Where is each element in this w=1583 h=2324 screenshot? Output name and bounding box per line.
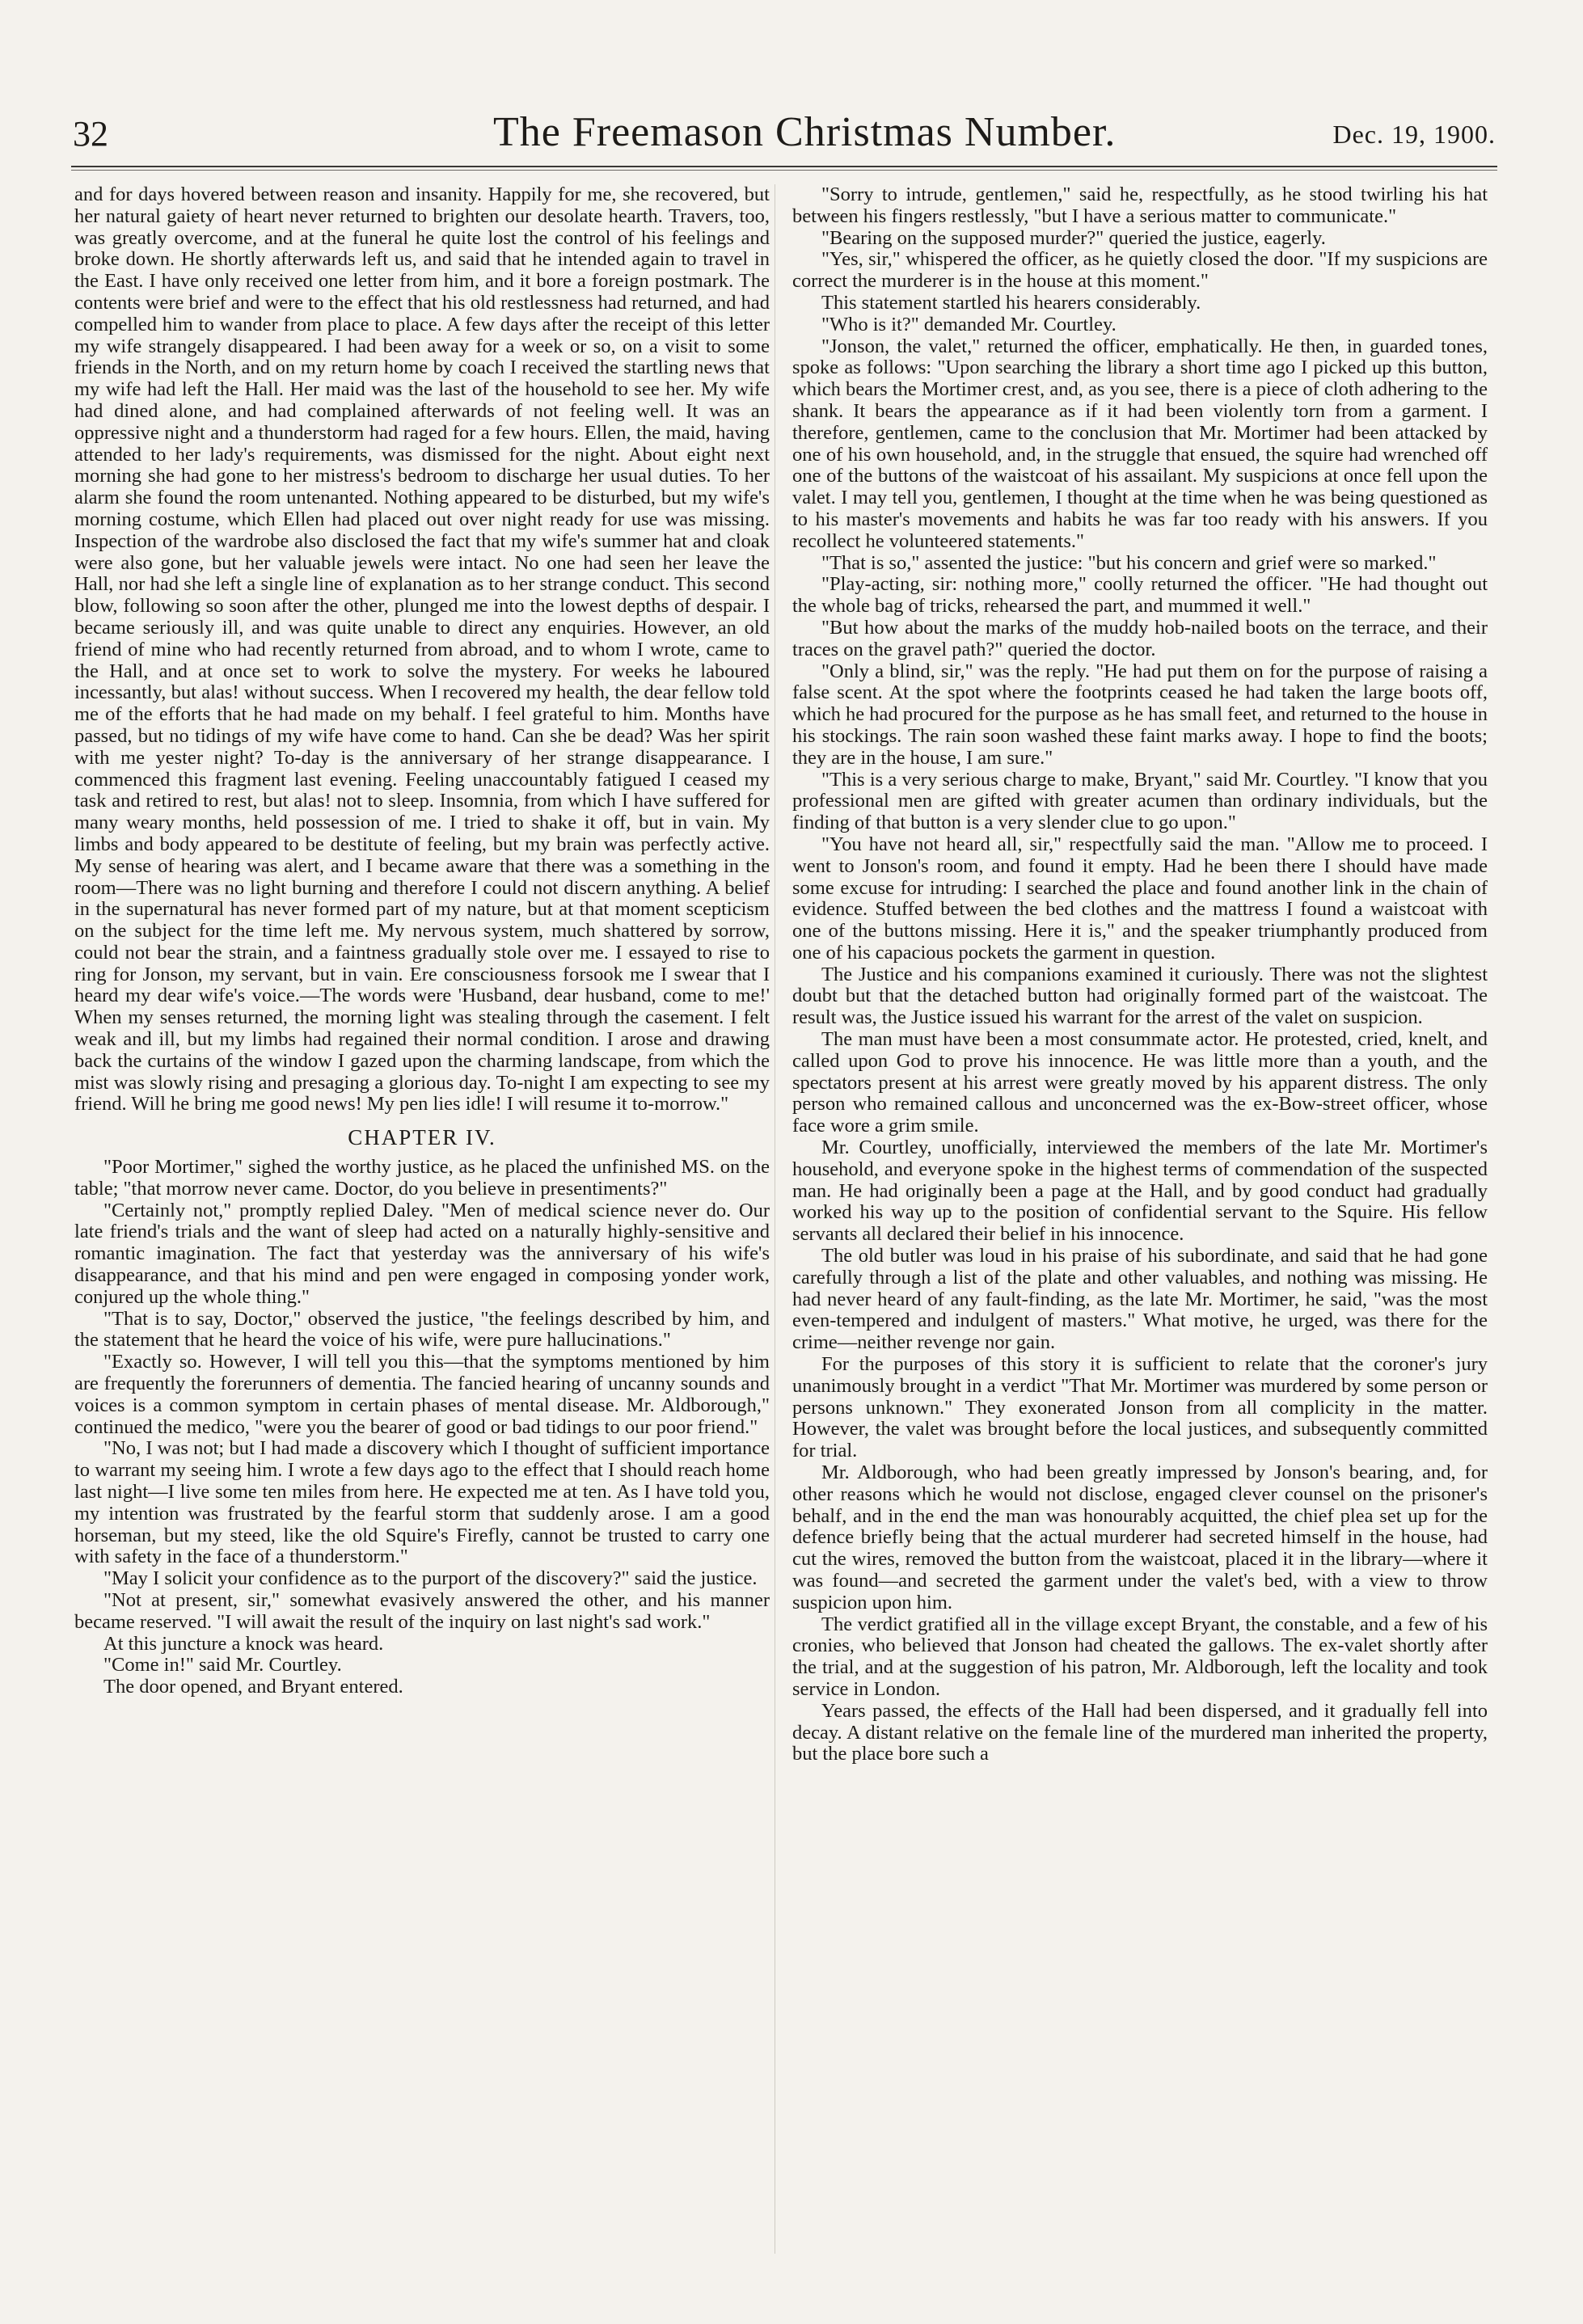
paragraph: The verdict gratified all in the village except Bryant, the constable, and a few of his cronies, who believed that Jonson had cheated the gallows. The ex-valet shortly after the trial, and at the suggestion of his patron, Mr. Aldborough, left the locality and took service in London.: [792, 1613, 1488, 1700]
chapter-heading: CHAPTER IV.: [348, 1125, 496, 1150]
paragraph: "Only a blind, sir," was the reply. "He had put them on for the purpose of raising a false scent. At the spot where the footprints ceased he had taken the large boots off, which he had procured for the purpose as he has small feet, and returned to the house in his stockings. The rain soon washed these faint marks away. I hope to find the boots; they are in the house, I am sure.": [792, 660, 1488, 769]
paragraph: The man must have been a most consummate actor. He protested, cried, knelt, and called upon God to prove his innocence. He was little more than a youth, and the spectators present at his arrest were greatly moved by his apparent distress. The only person who remained callous and unconcerned was the ex-Bow-street officer, whose face wore a grim smile.: [792, 1028, 1488, 1137]
paragraph: "Play-acting, sir: nothing more," coolly returned the officer. "He had thought out the whole bag of tricks, rehearsed the part, and mummed it well.": [792, 573, 1488, 618]
paragraph: "May I solicit your confidence as to the purport of the discovery?" said the justice.: [103, 1567, 758, 1590]
header-rule: [71, 166, 1497, 167]
paragraph: "But how about the marks of the muddy hob-nailed boots on the terrace, and their traces on the gravel path?" queried the doctor.: [792, 616, 1488, 660]
paragraph: The door opened, and Bryant entered.: [103, 1676, 403, 1698]
paragraph: "Certainly not," promptly replied Daley. "Men of medical science never do. Our late friend's trials and the want of sleep had acted on a naturally highly-sensitive and romantic imagination. The fact that yesterday was the anniversary of his wife's disappearance, and that his mind and pen were engaged in composing yonder work, conjured up the whole thing.": [74, 1199, 770, 1308]
paragraph: Mr. Courtley, unofficially, interviewed the members of the late Mr. Mortimer's household, and everyone spoke in the highest terms of commendation of the suspected man. He had originally been a page at the Hall, and by good conduct had gradually worked his way up to the position of confidential servant to the Squire. His fellow servants all declared their belief in his innocence.: [792, 1137, 1488, 1246]
paragraph: The old butler was loud in his praise of his subordinate, and said that he had gone carefully through a list of the plate and other valuables, and nothing was missing. He had never heard of any fault-finding, as the late Mr. Mortimer, he said, "was the most even-tempered and indulgent of masters." What motive, he urged, was there for the crime—neither revenge nor gain.: [792, 1245, 1488, 1354]
paragraph: For the purposes of this story it is sufficient to relate that the coroner's jury unanimously brought in a verdict "That Mr. Mortimer was murdered by some person or persons unknown." They exonerated Jonson from all complicity in the matter. However, the valet was brought before the local justices, and subsequently committed for trial.: [792, 1353, 1488, 1462]
paragraph: "Exactly so. However, I will tell you this—that the symptoms mentioned by him are frequently the forerunners of dementia. The fancied hearing of uncanny sounds and voices is a common symptom in certain phases of mental disease. Mr. Aldborough," continued the medico, "were you the bearer of good or bad tidings to our poor friend.": [74, 1351, 770, 1438]
paragraph: "You have not heard all, sir," respectfully said the man. "Allow me to proceed. I went to Jonson's room, and found it empty. Had he been there I should have made some excuse for intruding: I searched the place and found another link in the chain of evidence. Stuffed between the bed clothes and the mattress I found a waistcoat with one of the buttons missing. Here it is," and the speaker triumphantly produced from one of his capacious pockets the garment in question.: [792, 833, 1488, 964]
paragraph: The Justice and his companions examined it curiously. There was not the slightest doubt but that the detached button had originally formed part of the waistcoat. The result was, the Justice issued his warrant for the arrest of the valet on suspicion.: [792, 963, 1488, 1029]
paragraph: Years passed, the effects of the Hall had been dispersed, and it gradually fell into decay. A distant relative on the female line of the murdered man inherited the property, but the place bore such a: [792, 1699, 1488, 1765]
paragraph: Mr. Aldborough, who had been greatly impressed by Jonson's bearing, and, for other reasons which he would not disclose, engaged clever counsel on the prisoner's behalf, and in the end the man was honourably acquitted, the chief plea set up for the defence briefly being that the actual murderer had secreted himself in the house, had cut the wires, removed the button from the waistcoat, placed it in the library—where it was found—and secreted the garment under the valet's bed, with a view to throw suspicion upon him.: [792, 1461, 1488, 1613]
header-rule-thin: [71, 170, 1497, 171]
publication-title: The Freemason Christmas Number.: [493, 109, 1117, 155]
paragraph: "That is to say, Doctor," observed the justice, "the feelings described by him, and the statement that he heard the voice of his wife, were pure hallucinations.": [74, 1307, 770, 1352]
paragraph: "Yes, sir," whispered the officer, as he quietly closed the door. "If my suspicions are correct the murderer is in the house at this moment.": [792, 248, 1488, 293]
paragraph: At this juncture a knock was heard.: [103, 1632, 384, 1655]
paragraph: "Not at present, sir," somewhat evasively answered the other, and his manner became reserved. "I will await the result of the inquiry on last night's sad work.": [74, 1589, 770, 1633]
paragraph: This statement startled his hearers considerably.: [821, 291, 1201, 314]
paragraph: "Bearing on the supposed murder?" queried the justice, eagerly.: [821, 226, 1326, 249]
paragraph: "This is a very serious charge to make, Bryant," said Mr. Courtley. "I know that you professional men are gifted with greater acumen than ordinary individuals, but the finding of that button is a very slender clue to go upon.": [792, 768, 1488, 834]
issue-date: Dec. 19, 1900.: [1332, 120, 1496, 149]
page-number: 32: [73, 114, 108, 154]
paragraph: "Who is it?" demanded Mr. Courtley.: [821, 313, 1117, 335]
paragraph: "Poor Mortimer," sighed the worthy justice, as he placed the unfinished MS. on the table; "that morrow never came. Doctor, do you believe in presentiments?": [74, 1156, 770, 1200]
left-column: [74, 184, 770, 1698]
page-header: [73, 109, 1496, 170]
paragraph: "Jonson, the valet," returned the officer, emphatically. He then, in guarded tones, spoke as follows: "Upon searching the library a short time ago I picked up this button, which bears the Mortimer crest, and, as you see, there is a piece of cloth adhering to the shank. It bears the appearance as if it had been violently torn from a garment. I therefore, gentlemen, came to the conclusion that Mr. Mortimer had been attacked by one of his own household, and, in the struggle that ensued, the squire had wrenched off one of the buttons of the waistcoat of his assailant. My suspicions at once fell upon the valet. I may tell you, gentlemen, I thought at the time when he was being questioned as to his master's movements and habits he was far too ready with his answers. If you recollect he volunteered statements.": [792, 335, 1488, 552]
paragraph: "No, I was not; but I had made a discovery which I thought of sufficient importance to warrant my seeing him. I wrote a few days ago to the effect that I should reach home last night—I live some ten miles from here. He expected me at ten. As I have told you, my intention was frustrated by the fearful storm that suddenly arose. I am a good horseman, but my steed, like the old Squire's Firefly, cannot be trusted to carry one with safety in the face of a thunderstorm.": [74, 1437, 770, 1568]
paragraph: and for days hovered between reason and insanity. Happily for me, she recovered, but her natural gaiety of heart never returned to brighten our desolate hearth. Travers, too, was greatly overcome, and at the funeral he quite lost the control of his feelings and broke down. He shortly afterwards left us, and said that he intended again to travel in the East. I have only received one letter from him, and it bore a foreign postmark. The contents were brief and were to the effect that his old restlessness had returned, and had compelled him to wander from place to place. A few days after the receipt of this letter my wife strangely disappeared. I had been away for a week or so, on a visit to some friends in the North, and on my return home by coach I received the startling news that my wife had left the Hall. Her maid was the last of the household to see her. My wife had dined alone, and had complained afterwards of not feeling well. It was an oppressive night and a thunderstorm had raged for a few hours. Ellen, the maid, having attended to her lady's requirements, was dismissed for the night. About eight next morning she had gone to her mistress's bedroom to discharge her usual duties. To her alarm she found the room untenanted. Nothing appeared to be disturbed, but my wife's morning costume, which Ellen had placed out over night ready for use was missing. Inspection of the wardrobe also disclosed the fact that my wife's summer hat and cloak were also gone, but her valuable jewels were intact. No one had seen her leave the Hall, nor had she left a single line of explanation as to her strange conduct. This second blow, following so soon after the other, plunged me into the lowest depths of despair. I became seriously ill, and was quite unable to direct any enquiries. However, an old friend of mine who had recently returned from abroad, and to whom I wrote, came to the Hall, and at once set to work to solve the mystery. For weeks he laboured incessantly, but alas! without success. When I recovered my health, the dear fellow told me of the efforts that he had made on my behalf. I feel grateful to him. Months have passed, but no tidings of my wife have come to hand. Can she be dead? Was her spirit with me yester night? To-day is the anniversary of her strange disappearance. I commenced this fragment last evening. Feeling unaccountably fatigued I ceased my task and retired to rest, but alas! not to sleep. Insomnia, from which I have suffered for many weary months, held possession of me. I tried to shake it off, but in vain. My limbs and body appeared to be destitute of feeling, but my brain was perfectly active. My sense of hearing was alert, and I became aware that there was a something in the room—There was no light burning and therefore I could not discern anything. A belief in the supernatural has never formed part of my nature, but at that moment scepticism on the subject for the time left me. My nervous system, much shattered by sorrow, could not bear the strain, and a faintness gradually stole over me. I essayed to rise to ring for Jonson, my servant, but in vain. Ere consciousness forsook me I swear that I heard my dear wife's voice.—The words were 'Husband, dear husband, come to me!' When my senses returned, the morning light was stealing through the casement. I felt weak and ill, but my limbs had regained their normal condition. I arose and drawing back the curtains of the window I gazed upon the charming landscape, from which the mist was slowly rising and presaging a glorious day. To-night I am expecting to see my friend. Will he bring me good news! My pen lies idle! I will resume it to-morrow.": [74, 183, 770, 1116]
right-column: [792, 184, 1488, 1765]
paragraph: "Come in!" said Mr. Courtley.: [103, 1654, 342, 1677]
paragraph: "That is so," assented the justice: "but his concern and grief were so marked.": [821, 551, 1437, 574]
paragraph: "Sorry to intrude, gentlemen," said he, respectfully, as he stood twirling his hat between his fingers restlessly, "but I have a serious matter to communicate.": [792, 183, 1488, 227]
